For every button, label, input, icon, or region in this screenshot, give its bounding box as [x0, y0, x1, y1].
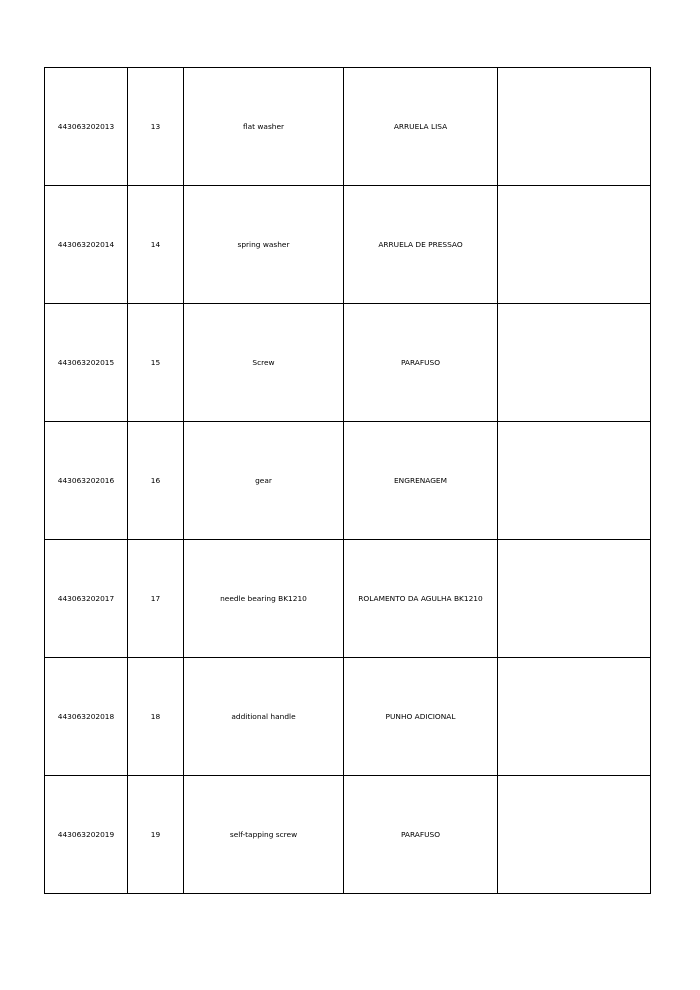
position-number-cell: 17	[128, 540, 184, 658]
description-pt-cell: ENGRENAGEM	[344, 422, 498, 540]
description-pt-cell: ARRUELA DE PRESSAO	[344, 186, 498, 304]
part-code-cell: 443063202014	[45, 186, 128, 304]
part-code-cell: 443063202017	[45, 540, 128, 658]
position-number-cell: 13	[128, 68, 184, 186]
part-code-cell: 443063202013	[45, 68, 128, 186]
parts-table	[44, 67, 651, 894]
description-pt-cell: PUNHO ADICIONAL	[344, 658, 498, 776]
description-pt-cell: ROLAMENTO DA AGULHA BK1210	[344, 540, 498, 658]
notes-cell	[498, 186, 651, 304]
table-row	[45, 658, 651, 776]
notes-cell	[498, 776, 651, 894]
description-en-cell: gear	[184, 422, 344, 540]
notes-cell	[498, 304, 651, 422]
table-row	[45, 422, 651, 540]
part-code-cell: 443063202016	[45, 422, 128, 540]
part-code-cell: 443063202015	[45, 304, 128, 422]
part-code-cell: 443063202018	[45, 658, 128, 776]
description-en-cell: self-tapping screw	[184, 776, 344, 894]
description-en-cell: Screw	[184, 304, 344, 422]
description-en-cell: flat washer	[184, 68, 344, 186]
notes-cell	[498, 540, 651, 658]
notes-cell	[498, 422, 651, 540]
table-row	[45, 304, 651, 422]
part-code-cell: 443063202019	[45, 776, 128, 894]
position-number-cell: 18	[128, 658, 184, 776]
table-row	[45, 776, 651, 894]
table-row	[45, 68, 651, 186]
position-number-cell: 14	[128, 186, 184, 304]
description-en-cell: needle bearing BK1210	[184, 540, 344, 658]
description-en-cell: additional handle	[184, 658, 344, 776]
notes-cell	[498, 68, 651, 186]
notes-cell	[498, 658, 651, 776]
position-number-cell: 19	[128, 776, 184, 894]
description-en-cell: spring washer	[184, 186, 344, 304]
description-pt-cell: PARAFUSO	[344, 776, 498, 894]
position-number-cell: 16	[128, 422, 184, 540]
table-row	[45, 186, 651, 304]
description-pt-cell: ARRUELA LISA	[344, 68, 498, 186]
description-pt-cell: PARAFUSO	[344, 304, 498, 422]
table-row	[45, 540, 651, 658]
position-number-cell: 15	[128, 304, 184, 422]
